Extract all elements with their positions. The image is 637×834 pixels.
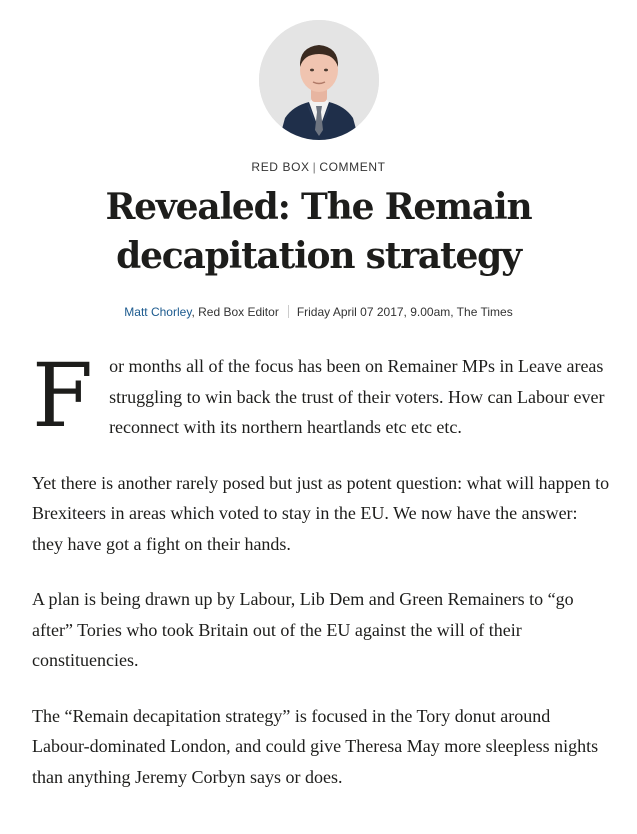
- drop-cap: F: [32, 344, 94, 447]
- section-label: [0, 160, 637, 174]
- section-separator: |: [312, 160, 317, 174]
- article-headline: Revealed: The Remain decapitation strategy: [105, 186, 532, 277]
- dateline: Friday April 07 2017, 9.00am, The Times: [296, 305, 513, 319]
- author-portrait: [259, 20, 379, 140]
- category-link[interactable]: COMMENT: [319, 160, 386, 174]
- article-paragraph: [32, 344, 612, 447]
- article-paragraph: The “Remain decapitation strategy” is focused in the Tory donut around Labour-dominated London, and could give Theresa May more sleepless nights than anything Jeremy Corbyn says or does.: [32, 705, 599, 787]
- author-link[interactable]: Matt Chorley: [124, 305, 192, 319]
- author-avatar: [259, 20, 379, 140]
- author-role: , Red Box Editor: [191, 305, 279, 319]
- section-link[interactable]: RED BOX: [251, 160, 310, 174]
- byline-divider: [288, 305, 289, 318]
- article-paragraph: A plan is being drawn up by Labour, Lib Dem and Green Remainers to “go after” Tories who took Britain out of the EU against the will of their constituencies.: [32, 589, 574, 670]
- paragraph-text: or months all of the focus has been on Remainer MPs in Leave areas struggling to win back the trust of their voters. How can Labour ever reconnect with its northern heartlands etc etc etc.: [109, 356, 605, 437]
- byline: [0, 305, 637, 319]
- article-body: [32, 344, 612, 817]
- article-paragraph: Yet there is another rarely posed but just as potent question: what will happen to Brexiteers in areas which voted to stay in the EU. We now have the answer: they have got a fight on their hands.: [32, 472, 610, 554]
